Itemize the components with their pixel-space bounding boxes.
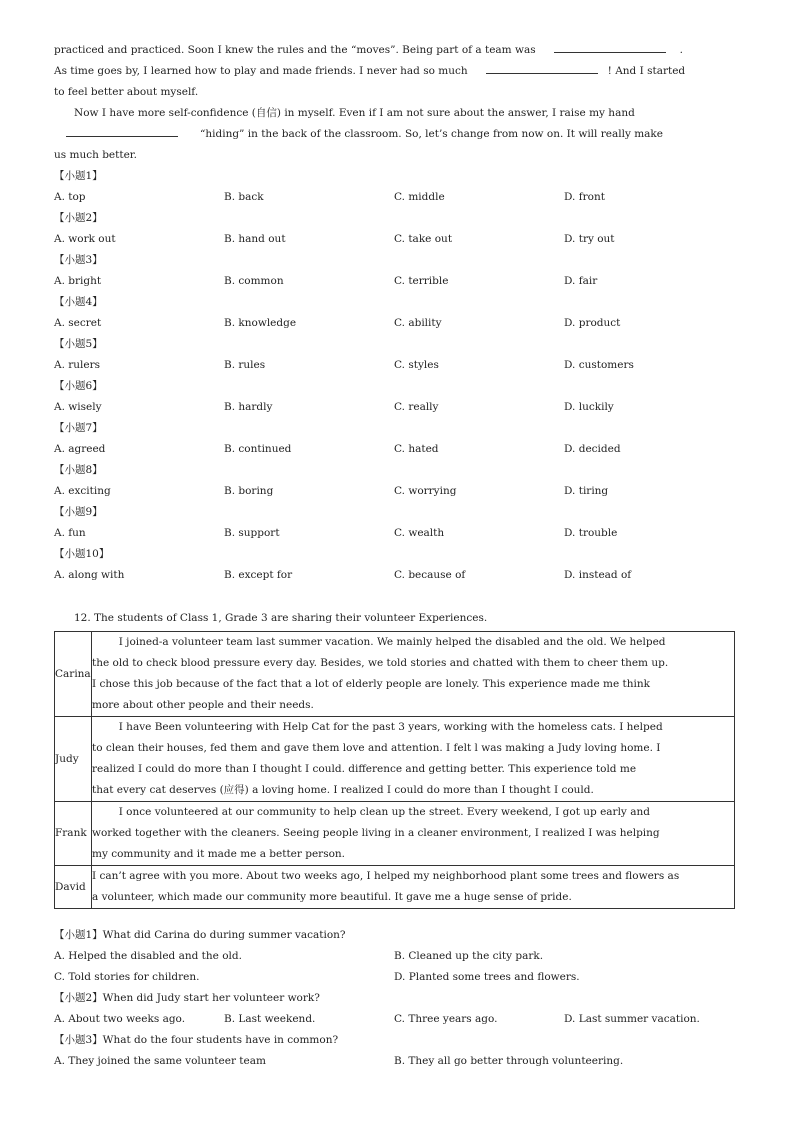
experience-line: more about other people and their needs. [92, 699, 314, 711]
option-row [54, 1051, 744, 1072]
option-row [54, 187, 744, 208]
option-a[interactable]: A. bright [54, 275, 102, 287]
option-d[interactable]: D. Planted some trees and flowers. [394, 971, 580, 983]
experience-line: to clean their houses, fed them and gave them love and attention. I felt l was making a Judy loving home. I [92, 742, 661, 754]
option-c[interactable]: C. styles [394, 359, 439, 371]
option-b[interactable]: B. Cleaned up the city park. [394, 950, 544, 962]
question-number: 【小题6】 [54, 380, 103, 392]
experience-line: I once volunteered at our community to help clean up the street. Every weekend, I got up early and [92, 806, 650, 818]
option-c[interactable]: C. Three years ago. [394, 1013, 498, 1025]
option-a[interactable]: A. agreed [54, 443, 106, 455]
experience-line: I have Been volunteering with Help Cat for the past 3 years, working with the homeless cats. I helped [92, 721, 663, 733]
section-title: 12. The students of Class 1, Grade 3 are sharing their volunteer Experiences. [74, 612, 488, 624]
option-d[interactable]: D. trouble [564, 527, 618, 539]
experience-line: I chose this job because of the fact that a lot of elderly people are lonely. This experience made me think [92, 678, 650, 690]
passage-line: Now I have more self-confidence (自信) in myself. Even if I am not sure about the answer, I raise my hand [74, 107, 635, 119]
option-b[interactable]: B. hand out [224, 233, 286, 245]
option-a[interactable]: A. rulers [54, 359, 101, 371]
experience-line: worked together with the cleaners. Seeing people living in a cleaner environment, I realized I was helping [92, 827, 660, 839]
option-row [54, 1009, 744, 1030]
option-d[interactable]: D. Last summer vacation. [564, 1013, 700, 1025]
question-number: 【小题4】 [54, 296, 103, 308]
experience-line: I joined-a volunteer team last summer vacation. We mainly helped the disabled and the old. We helped [92, 636, 666, 648]
question-number: 【小题1】 [54, 170, 103, 182]
passage-line [54, 61, 744, 82]
option-b[interactable]: B. rules [224, 359, 266, 371]
passage-text: “hiding” in the back of the classroom. So, let’s change from now on. It will really make [200, 128, 664, 140]
answer-blank [486, 61, 598, 74]
option-row [54, 523, 744, 544]
question-stem: 【小题2】When did Judy start her volunteer work? [54, 992, 320, 1004]
option-row [54, 946, 744, 967]
option-c[interactable]: C. wealth [394, 527, 445, 539]
experience-text [92, 632, 735, 717]
passage-text: ! And I started [607, 65, 686, 77]
option-a[interactable]: A. secret [54, 317, 102, 329]
option-b[interactable]: B. support [224, 527, 280, 539]
option-b[interactable]: B. except for [224, 569, 293, 581]
experience-line: I can’t agree with you more. About two weeks ago, I helped my neighborhood plant some trees and flowers as [92, 870, 680, 882]
table-row [55, 866, 735, 909]
option-d[interactable]: D. decided [564, 443, 621, 455]
option-b[interactable]: B. continued [224, 443, 292, 455]
experience-line: realized I could do more than I thought I could. difference and getting better. This experience told me [92, 763, 637, 775]
worksheet-page [54, 40, 744, 1072]
question-stem: 【小题1】What did Carina do during summer vacation? [54, 929, 346, 941]
student-name: Judy [55, 717, 92, 802]
student-name: David [55, 866, 92, 909]
option-b[interactable]: B. knowledge [224, 317, 297, 329]
option-d[interactable]: D. product [564, 317, 621, 329]
table-row [55, 717, 735, 802]
option-c[interactable]: C. hated [394, 443, 439, 455]
option-c[interactable]: C. Told stories for children. [54, 971, 200, 983]
option-row [54, 565, 744, 586]
question-number: 【小题8】 [54, 464, 103, 476]
option-c[interactable]: C. ability [394, 317, 442, 329]
option-a[interactable]: A. They joined the same volunteer team [54, 1055, 266, 1067]
experience-line: that every cat deserves (应得) a loving home. I realized I could do more than I thought I could. [92, 784, 594, 796]
experience-text [92, 802, 735, 866]
experience-line: my community and it made me a better person. [92, 848, 346, 860]
option-row [54, 397, 744, 418]
passage-text: . [679, 44, 683, 56]
option-a[interactable]: A. top [54, 191, 86, 203]
table-row [55, 802, 735, 866]
question-stem: 【小题3】What do the four students have in common? [54, 1034, 339, 1046]
option-c[interactable]: C. because of [394, 569, 466, 581]
option-row [54, 355, 744, 376]
passage-text: As time goes by, I learned how to play and made friends. I never had so much [54, 65, 468, 77]
option-row [54, 481, 744, 502]
question-number: 【小题5】 [54, 338, 103, 350]
option-b[interactable]: B. hardly [224, 401, 273, 413]
option-d[interactable]: D. instead of [564, 569, 632, 581]
option-b[interactable]: B. Last weekend. [224, 1013, 316, 1025]
option-d[interactable]: D. fair [564, 275, 598, 287]
option-c[interactable]: C. worrying [394, 485, 457, 497]
option-a[interactable]: A. Helped the disabled and the old. [54, 950, 242, 962]
option-b[interactable]: B. boring [224, 485, 274, 497]
question-number: 【小题9】 [54, 506, 103, 518]
option-b[interactable]: B. back [224, 191, 264, 203]
option-row [54, 271, 744, 292]
passage-line: us much better. [54, 149, 137, 161]
volunteer-table [54, 631, 735, 909]
answer-blank [66, 124, 178, 137]
student-name: Frank [55, 802, 92, 866]
passage-text: practiced and practiced. Soon I knew the rules and the “moves”. Being part of a team was [54, 44, 536, 56]
passage-line: to feel better about myself. [54, 86, 199, 98]
option-d[interactable]: D. luckily [564, 401, 614, 413]
experience-text [92, 717, 735, 802]
option-b[interactable]: B. They all go better through volunteering. [394, 1055, 624, 1067]
option-c[interactable]: C. take out [394, 233, 453, 245]
passage-line [54, 40, 744, 61]
question-number: 【小题3】 [54, 254, 103, 266]
option-a[interactable]: A. wisely [54, 401, 102, 413]
option-c[interactable]: C. terrible [394, 275, 449, 287]
option-d[interactable]: D. customers [564, 359, 634, 371]
option-c[interactable]: C. middle [394, 191, 445, 203]
option-row [54, 313, 744, 334]
experience-line: a volunteer, which made our community more beautiful. It gave me a huge sense of pride. [92, 891, 572, 903]
student-name: Carina [55, 632, 92, 717]
experience-line: the old to check blood pressure every day. Besides, we told stories and chatted with them to cheer them up. [92, 657, 669, 669]
option-b[interactable]: B. common [224, 275, 284, 287]
option-a[interactable]: A. About two weeks ago. [54, 1013, 186, 1025]
option-a[interactable]: A. exciting [54, 485, 111, 497]
answer-blank [554, 40, 666, 53]
question-number: 【小题2】 [54, 212, 103, 224]
option-a[interactable]: A. work out [54, 233, 116, 245]
option-c[interactable]: C. really [394, 401, 439, 413]
option-a[interactable]: A. fun [54, 527, 86, 539]
table-row [55, 632, 735, 717]
experience-text [92, 866, 735, 909]
passage-line [54, 124, 744, 145]
option-a[interactable]: A. along with [54, 569, 125, 581]
option-d[interactable]: D. front [564, 191, 605, 203]
question-list [54, 166, 744, 586]
option-d[interactable]: D. tiring [564, 485, 609, 497]
option-row [54, 967, 744, 988]
option-row [54, 439, 744, 460]
option-d[interactable]: D. try out [564, 233, 615, 245]
question-number: 【小题7】 [54, 422, 103, 434]
question-number: 【小题10】 [54, 548, 110, 560]
option-row [54, 229, 744, 250]
